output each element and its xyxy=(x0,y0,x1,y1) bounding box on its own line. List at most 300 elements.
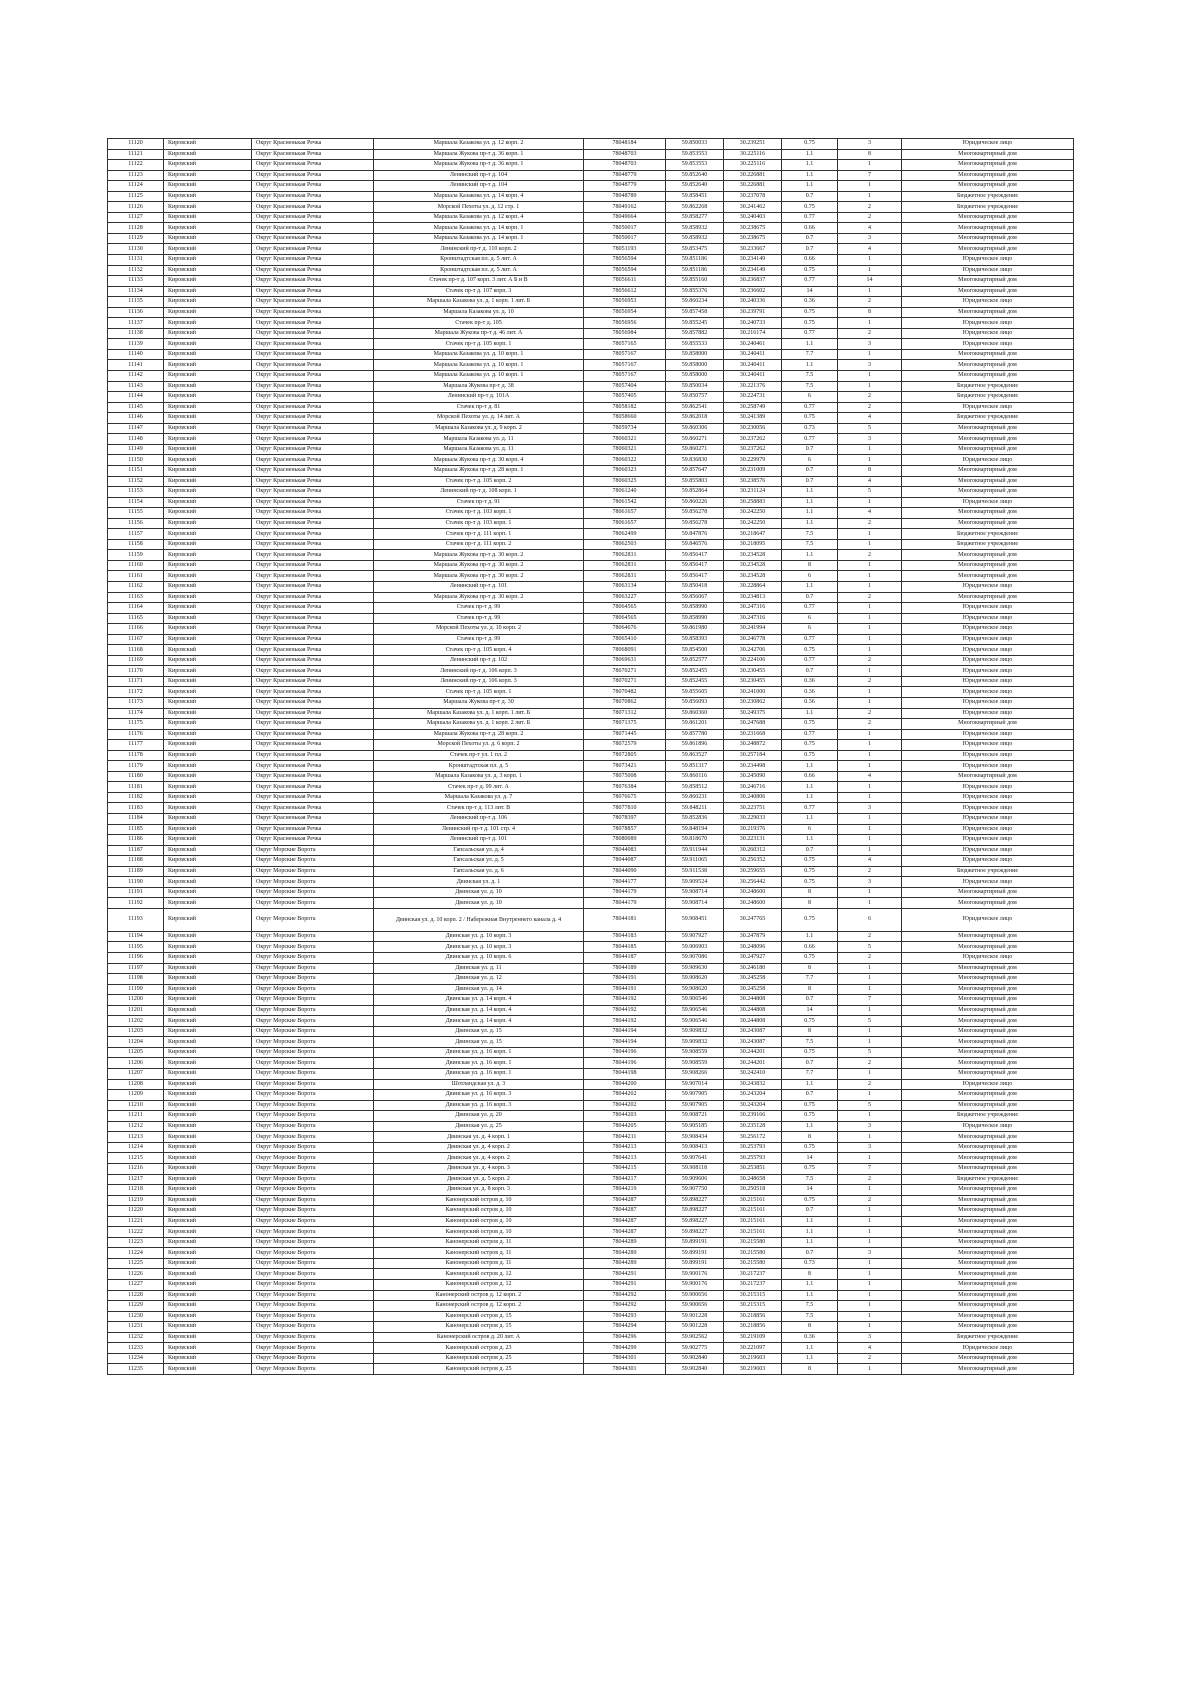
address-cell: Гапсальская ул. д. 5 xyxy=(374,856,584,867)
district-cell: Кировский xyxy=(164,1185,252,1196)
owner-type-cell: Многоквартирный дом xyxy=(902,181,1074,192)
district-cell: Кировский xyxy=(164,697,252,708)
owner-type-cell: Многоквартирный дом xyxy=(902,1353,1074,1364)
latitude-cell: 59.860226 xyxy=(666,497,724,508)
row-id-cell: 11174 xyxy=(108,708,164,719)
address-cell: Двинская ул. д. 4 корп. 1 xyxy=(374,1132,584,1143)
owner-type-cell: Многоквартирный дом xyxy=(902,233,1074,244)
okrug-cell: Округ Красненькая Речка xyxy=(252,719,374,730)
quantity-cell: 1 xyxy=(838,1290,902,1301)
code-cell: 78063227 xyxy=(584,592,666,603)
quantity-cell: 2 xyxy=(838,202,902,213)
okrug-cell: Округ Красненькая Речка xyxy=(252,655,374,666)
quantity-cell: 1 xyxy=(838,1026,902,1037)
volume-cell: 1.1 xyxy=(782,1121,838,1132)
owner-type-cell: Многоквартирный дом xyxy=(902,360,1074,371)
longitude-cell: 30.247927 xyxy=(724,953,782,964)
volume-cell: 0.75 xyxy=(782,1111,838,1122)
owner-type-cell: Многоквартирный дом xyxy=(902,1269,1074,1280)
okrug-cell: Округ Красненькая Речка xyxy=(252,518,374,529)
table-row xyxy=(108,866,1074,877)
volume-cell: 8 xyxy=(782,1364,838,1375)
volume-cell: 0.7 xyxy=(782,845,838,856)
code-cell: 78056954 xyxy=(584,307,666,318)
row-id-cell: 11180 xyxy=(108,771,164,782)
latitude-cell: 59.900176 xyxy=(666,1269,724,1280)
address-cell: Канонерский остров д. 25 xyxy=(374,1364,584,1375)
row-id-cell: 11143 xyxy=(108,381,164,392)
latitude-cell: 59.898227 xyxy=(666,1195,724,1206)
table-row xyxy=(108,318,1074,329)
owner-type-cell: Юридическое лицо xyxy=(902,856,1074,867)
code-cell: 78060325 xyxy=(584,476,666,487)
address-cell: Маршала Казакова ул. д. 7 xyxy=(374,792,584,803)
row-id-cell: 11226 xyxy=(108,1269,164,1280)
table-row xyxy=(108,455,1074,466)
row-id-cell: 11164 xyxy=(108,603,164,614)
okrug-cell: Округ Морские Ворота xyxy=(252,1216,374,1227)
table-row xyxy=(108,381,1074,392)
address-cell: Кронштадтская пл. д. 5 xyxy=(374,761,584,772)
district-cell: Кировский xyxy=(164,1174,252,1185)
latitude-cell: 59.851317 xyxy=(666,761,724,772)
table-row xyxy=(108,931,1074,942)
latitude-cell: 59.860234 xyxy=(666,297,724,308)
quantity-cell: 3 xyxy=(838,434,902,445)
row-id-cell: 11189 xyxy=(108,866,164,877)
code-cell: 78044293 xyxy=(584,1311,666,1322)
table-row xyxy=(108,708,1074,719)
table-row xyxy=(108,276,1074,287)
longitude-cell: 30.218095 xyxy=(724,539,782,550)
table-row xyxy=(108,877,1074,888)
okrug-cell: Округ Морские Ворота xyxy=(252,1069,374,1080)
address-cell: Канонерский остров д. 23 xyxy=(374,1343,584,1354)
longitude-cell: 30.231009 xyxy=(724,465,782,476)
table-row xyxy=(108,655,1074,666)
table-row xyxy=(108,244,1074,255)
row-id-cell: 11186 xyxy=(108,835,164,846)
longitude-cell: 30.240461 xyxy=(724,339,782,350)
latitude-cell: 59.898227 xyxy=(666,1216,724,1227)
code-cell: 78044211 xyxy=(584,1132,666,1143)
longitude-cell: 30.224731 xyxy=(724,392,782,403)
owner-type-cell: Юридическое лицо xyxy=(902,729,1074,740)
address-cell: Двинская ул. д. 20 xyxy=(374,1111,584,1122)
longitude-cell: 30.239166 xyxy=(724,1111,782,1122)
row-id-cell: 11162 xyxy=(108,581,164,592)
code-cell: 78044213 xyxy=(584,1153,666,1164)
table-row xyxy=(108,444,1074,455)
district-cell: Кировский xyxy=(164,1311,252,1322)
longitude-cell: 30.260312 xyxy=(724,845,782,856)
okrug-cell: Округ Морские Ворота xyxy=(252,1290,374,1301)
table-row xyxy=(108,1047,1074,1058)
volume-cell: 7.7 xyxy=(782,349,838,360)
address-cell: Двинская ул. д. 16 корп. 3 xyxy=(374,1090,584,1101)
code-cell: 78060323 xyxy=(584,465,666,476)
table-row xyxy=(108,170,1074,181)
address-cell: Двинская ул. д. 4 корп. 2 xyxy=(374,1142,584,1153)
volume-cell: 0.75 xyxy=(782,953,838,964)
row-id-cell: 11122 xyxy=(108,160,164,171)
owner-type-cell: Многоквартирный дом xyxy=(902,212,1074,223)
okrug-cell: Округ Морские Ворота xyxy=(252,1121,374,1132)
district-cell: Кировский xyxy=(164,592,252,603)
latitude-cell: 59.911065 xyxy=(666,856,724,867)
quantity-cell: 1 xyxy=(838,697,902,708)
okrug-cell: Округ Красненькая Речка xyxy=(252,255,374,266)
code-cell: 78059734 xyxy=(584,423,666,434)
code-cell: 78044194 xyxy=(584,1037,666,1048)
okrug-cell: Округ Красненькая Речка xyxy=(252,803,374,814)
quantity-cell: 1 xyxy=(838,191,902,202)
district-cell: Кировский xyxy=(164,782,252,793)
latitude-cell: 59.901228 xyxy=(666,1322,724,1333)
volume-cell: 0.7 xyxy=(782,476,838,487)
row-id-cell: 11222 xyxy=(108,1227,164,1238)
address-cell: Канонерский остров д. 12 корп. 2 xyxy=(374,1301,584,1312)
row-id-cell: 11141 xyxy=(108,360,164,371)
code-cell: 78048184 xyxy=(584,139,666,150)
quantity-cell: 1 xyxy=(838,1258,902,1269)
okrug-cell: Округ Красненькая Речка xyxy=(252,202,374,213)
code-cell: 78062831 xyxy=(584,571,666,582)
district-cell: Кировский xyxy=(164,645,252,656)
quantity-cell: 1 xyxy=(838,265,902,276)
volume-cell: 0.75 xyxy=(782,645,838,656)
table-row xyxy=(108,339,1074,350)
longitude-cell: 30.230056 xyxy=(724,423,782,434)
address-cell: Стачек пр-т д. 99 xyxy=(374,613,584,624)
district-cell: Кировский xyxy=(164,255,252,266)
volume-cell: 0.77 xyxy=(782,603,838,614)
code-cell: 78050017 xyxy=(584,223,666,234)
code-cell: 78078397 xyxy=(584,814,666,825)
row-id-cell: 11218 xyxy=(108,1185,164,1196)
row-id-cell: 11168 xyxy=(108,645,164,656)
table-row xyxy=(108,666,1074,677)
code-cell: 78064565 xyxy=(584,603,666,614)
address-cell: Ленинский пр-т д. 102 xyxy=(374,655,584,666)
longitude-cell: 30.231124 xyxy=(724,487,782,498)
latitude-cell: 59.909832 xyxy=(666,1037,724,1048)
table-row xyxy=(108,603,1074,614)
volume-cell: 0.77 xyxy=(782,655,838,666)
table-row xyxy=(108,1195,1074,1206)
table-row xyxy=(108,1058,1074,1069)
row-id-cell: 11142 xyxy=(108,371,164,382)
row-id-cell: 11137 xyxy=(108,318,164,329)
address-cell: Двинская ул. д. 14 корп. 4 xyxy=(374,995,584,1006)
longitude-cell: 30.215315 xyxy=(724,1301,782,1312)
district-cell: Кировский xyxy=(164,845,252,856)
volume-cell: 1.1 xyxy=(782,1079,838,1090)
okrug-cell: Округ Красненькая Речка xyxy=(252,170,374,181)
district-cell: Кировский xyxy=(164,750,252,761)
district-cell: Кировский xyxy=(164,402,252,413)
longitude-cell: 30.230862 xyxy=(724,697,782,708)
table-row xyxy=(108,845,1074,856)
latitude-cell: 59.908118 xyxy=(666,1163,724,1174)
owner-type-cell: Юридическое лицо xyxy=(902,603,1074,614)
okrug-cell: Округ Морские Ворота xyxy=(252,1079,374,1090)
owner-type-cell: Бюджетное учреждение xyxy=(902,866,1074,877)
table-row xyxy=(108,676,1074,687)
volume-cell: 7.5 xyxy=(782,539,838,550)
volume-cell: 7.7 xyxy=(782,1069,838,1080)
volume-cell: 7.5 xyxy=(782,529,838,540)
address-cell: Маршала Казакова ул. д. 11 xyxy=(374,444,584,455)
volume-cell: 0.7 xyxy=(782,995,838,1006)
table-row xyxy=(108,529,1074,540)
volume-cell: 6 xyxy=(782,824,838,835)
latitude-cell: 59.818670 xyxy=(666,835,724,846)
latitude-cell: 59.850757 xyxy=(666,392,724,403)
address-cell: Маршала Жукова пр-т д. 36 корп. 1 xyxy=(374,160,584,171)
longitude-cell: 30.216174 xyxy=(724,328,782,339)
table-row xyxy=(108,1037,1074,1048)
row-id-cell: 11145 xyxy=(108,402,164,413)
owner-type-cell: Многоквартирный дом xyxy=(902,1100,1074,1111)
owner-type-cell: Многоквартирный дом xyxy=(902,1237,1074,1248)
longitude-cell: 30.245258 xyxy=(724,984,782,995)
code-cell: 78078857 xyxy=(584,824,666,835)
owner-type-cell: Многоквартирный дом xyxy=(902,1163,1074,1174)
quantity-cell: 1 xyxy=(838,845,902,856)
quantity-cell: 2 xyxy=(838,592,902,603)
longitude-cell: 30.215580 xyxy=(724,1248,782,1259)
okrug-cell: Округ Морские Ворота xyxy=(252,1279,374,1290)
quantity-cell: 1 xyxy=(838,740,902,751)
row-id-cell: 11205 xyxy=(108,1047,164,1058)
code-cell: 78044299 xyxy=(584,1343,666,1354)
okrug-cell: Округ Красненькая Речка xyxy=(252,149,374,160)
row-id-cell: 11147 xyxy=(108,423,164,434)
volume-cell: 0.66 xyxy=(782,223,838,234)
code-cell: 78062499 xyxy=(584,529,666,540)
address-cell: Двинская ул. д. 15 xyxy=(374,1026,584,1037)
okrug-cell: Округ Морские Ворота xyxy=(252,1248,374,1259)
volume-cell: 0.75 xyxy=(782,139,838,150)
owner-type-cell: Юридическое лицо xyxy=(902,624,1074,635)
quantity-cell: 7 xyxy=(838,170,902,181)
code-cell: 78057167 xyxy=(584,349,666,360)
longitude-cell: 30.242250 xyxy=(724,508,782,519)
table-row xyxy=(108,1290,1074,1301)
row-id-cell: 11229 xyxy=(108,1301,164,1312)
okrug-cell: Округ Морские Ворота xyxy=(252,1174,374,1185)
district-cell: Кировский xyxy=(164,170,252,181)
table-row xyxy=(108,423,1074,434)
row-id-cell: 11207 xyxy=(108,1069,164,1080)
district-cell: Кировский xyxy=(164,571,252,582)
owner-type-cell: Юридическое лицо xyxy=(902,297,1074,308)
row-id-cell: 11231 xyxy=(108,1322,164,1333)
address-cell: Маршала Казакова ул. д. 14 корп. 1 xyxy=(374,223,584,234)
longitude-cell: 30.244808 xyxy=(724,1005,782,1016)
owner-type-cell: Многоквартирный дом xyxy=(902,244,1074,255)
code-cell: 78044287 xyxy=(584,1216,666,1227)
owner-type-cell: Многоквартирный дом xyxy=(902,1153,1074,1164)
district-cell: Кировский xyxy=(164,835,252,846)
quantity-cell: 2 xyxy=(838,931,902,942)
table-row xyxy=(108,719,1074,730)
row-id-cell: 11188 xyxy=(108,856,164,867)
address-cell: Двинская ул. д. 4 корп. 2 xyxy=(374,1153,584,1164)
code-cell: 78057167 xyxy=(584,360,666,371)
latitude-cell: 59.853475 xyxy=(666,244,724,255)
address-cell: Стачек пр-т д. 105 корп. 1 xyxy=(374,339,584,350)
district-cell: Кировский xyxy=(164,392,252,403)
owner-type-cell: Многоквартирный дом xyxy=(902,1364,1074,1375)
row-id-cell: 11135 xyxy=(108,297,164,308)
okrug-cell: Округ Морские Ворота xyxy=(252,1005,374,1016)
quantity-cell: 5 xyxy=(838,1047,902,1058)
longitude-cell: 30.249375 xyxy=(724,708,782,719)
owner-type-cell: Юридическое лицо xyxy=(902,750,1074,761)
longitude-cell: 30.257184 xyxy=(724,750,782,761)
address-cell: Маршала Жукова пр-т д. 46 лит. А xyxy=(374,328,584,339)
code-cell: 78044185 xyxy=(584,942,666,953)
row-id-cell: 11213 xyxy=(108,1132,164,1143)
table-row xyxy=(108,518,1074,529)
address-cell: Двинская ул. д. 14 xyxy=(374,984,584,995)
row-id-cell: 11130 xyxy=(108,244,164,255)
owner-type-cell: Многоквартирный дом xyxy=(902,1301,1074,1312)
table-row xyxy=(108,265,1074,276)
okrug-cell: Округ Красненькая Речка xyxy=(252,814,374,825)
longitude-cell: 30.240411 xyxy=(724,371,782,382)
address-cell: Маршала Жукова пр-т д. 36 корп. 1 xyxy=(374,149,584,160)
district-cell: Кировский xyxy=(164,1121,252,1132)
address-cell: Двинская ул. д. 16 корп. 1 xyxy=(374,1058,584,1069)
longitude-cell: 30.234528 xyxy=(724,560,782,571)
okrug-cell: Округ Морские Ворота xyxy=(252,1047,374,1058)
latitude-cell: 59.900176 xyxy=(666,1279,724,1290)
district-cell: Кировский xyxy=(164,550,252,561)
code-cell: 78076384 xyxy=(584,782,666,793)
owner-type-cell: Юридическое лицо xyxy=(902,740,1074,751)
code-cell: 78044215 xyxy=(584,1163,666,1174)
row-id-cell: 11202 xyxy=(108,1016,164,1027)
code-cell: 78071312 xyxy=(584,708,666,719)
longitude-cell: 30.244808 xyxy=(724,995,782,1006)
address-cell: Маршала Казакова ул. д. 14 корп. 4 xyxy=(374,191,584,202)
longitude-cell: 30.256352 xyxy=(724,856,782,867)
district-cell: Кировский xyxy=(164,856,252,867)
volume-cell: 1.1 xyxy=(782,1216,838,1227)
volume-cell: 1.1 xyxy=(782,581,838,592)
okrug-cell: Округ Красненькая Речка xyxy=(252,708,374,719)
owner-type-cell: Юридическое лицо xyxy=(902,265,1074,276)
row-id-cell: 11165 xyxy=(108,613,164,624)
quantity-cell: 1 xyxy=(838,1005,902,1016)
owner-type-cell: Юридическое лицо xyxy=(902,1343,1074,1354)
latitude-cell: 59.856417 xyxy=(666,571,724,582)
okrug-cell: Округ Красненькая Речка xyxy=(252,571,374,582)
owner-type-cell: Многоквартирный дом xyxy=(902,476,1074,487)
longitude-cell: 30.243087 xyxy=(724,1037,782,1048)
longitude-cell: 30.244808 xyxy=(724,1016,782,1027)
address-cell: Стачек пр-т д. 105 корп. 2 xyxy=(374,476,584,487)
district-cell: Кировский xyxy=(164,265,252,276)
longitude-cell: 30.219109 xyxy=(724,1332,782,1343)
quantity-cell: 1 xyxy=(838,1269,902,1280)
volume-cell: 1.1 xyxy=(782,1279,838,1290)
address-cell: Канонерский остров д. 12 корп. 2 xyxy=(374,1290,584,1301)
volume-cell: 0.75 xyxy=(782,877,838,888)
longitude-cell: 30.215315 xyxy=(724,1290,782,1301)
code-cell: 78044292 xyxy=(584,1290,666,1301)
longitude-cell: 30.231668 xyxy=(724,729,782,740)
district-cell: Кировский xyxy=(164,160,252,171)
row-id-cell: 11150 xyxy=(108,455,164,466)
latitude-cell: 59.852836 xyxy=(666,814,724,825)
table-row xyxy=(108,995,1074,1006)
row-id-cell: 11209 xyxy=(108,1090,164,1101)
address-cell: Маршала Жукова пр-т д. 30 корп. 2 xyxy=(374,550,584,561)
code-cell: 78044087 xyxy=(584,856,666,867)
district-cell: Кировский xyxy=(164,877,252,888)
district-cell: Кировский xyxy=(164,307,252,318)
okrug-cell: Округ Красненькая Речка xyxy=(252,835,374,846)
quantity-cell: 4 xyxy=(838,413,902,424)
latitude-cell: 59.851186 xyxy=(666,255,724,266)
address-cell: Стачек пр-т д. 107 корп. 3 xyxy=(374,286,584,297)
latitude-cell: 59.850034 xyxy=(666,381,724,392)
code-cell: 78044289 xyxy=(584,1248,666,1259)
longitude-cell: 30.243087 xyxy=(724,1026,782,1037)
owner-type-cell: Юридическое лицо xyxy=(902,687,1074,698)
address-cell: Ленинский пр-т д. 101 xyxy=(374,835,584,846)
district-cell: Кировский xyxy=(164,1322,252,1333)
longitude-cell: 30.223131 xyxy=(724,835,782,846)
okrug-cell: Округ Морские Ворота xyxy=(252,898,374,909)
row-id-cell: 11197 xyxy=(108,963,164,974)
address-cell: Двинская ул. д. 16 корп. 1 xyxy=(374,1069,584,1080)
longitude-cell: 30.241000 xyxy=(724,687,782,698)
code-cell: 78044292 xyxy=(584,1301,666,1312)
quantity-cell: 4 xyxy=(838,244,902,255)
okrug-cell: Округ Морские Ворота xyxy=(252,1100,374,1111)
volume-cell: 0.7 xyxy=(782,1058,838,1069)
row-id-cell: 11225 xyxy=(108,1258,164,1269)
latitude-cell: 59.852577 xyxy=(666,655,724,666)
latitude-cell: 59.857458 xyxy=(666,307,724,318)
address-cell: Канонерский остров д. 11 xyxy=(374,1248,584,1259)
okrug-cell: Округ Морские Ворота xyxy=(252,845,374,856)
longitude-cell: 30.240411 xyxy=(724,360,782,371)
latitude-cell: 59.902840 xyxy=(666,1364,724,1375)
code-cell: 78077810 xyxy=(584,803,666,814)
table-row xyxy=(108,824,1074,835)
address-cell: Стачек пр-т д. 107 корп. 3 лит. А Б и В xyxy=(374,276,584,287)
volume-cell: 6 xyxy=(782,392,838,403)
address-cell: Двинская ул. д. 16 корп. 3 xyxy=(374,1100,584,1111)
volume-cell: 0.75 xyxy=(782,202,838,213)
okrug-cell: Округ Красненькая Речка xyxy=(252,529,374,540)
row-id-cell: 11228 xyxy=(108,1290,164,1301)
latitude-cell: 59.906546 xyxy=(666,1016,724,1027)
quantity-cell: 2 xyxy=(838,708,902,719)
volume-cell: 1.1 xyxy=(782,149,838,160)
address-cell: Канонерский остров д. 10 xyxy=(374,1195,584,1206)
owner-type-cell: Многоквартирный дом xyxy=(902,160,1074,171)
address-cell: Морской Пехоты ул. д. 6 корп. 2 xyxy=(374,740,584,751)
owner-type-cell: Многоквартирный дом xyxy=(902,1195,1074,1206)
volume-cell: 7.7 xyxy=(782,974,838,985)
